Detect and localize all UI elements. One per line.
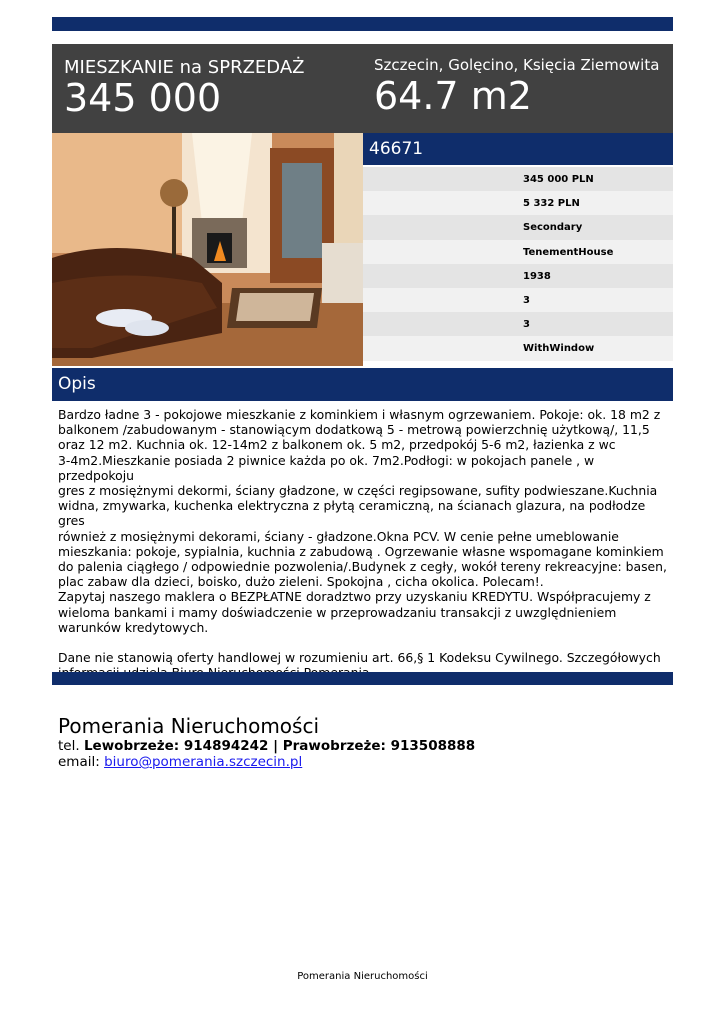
detail-value: TenementHouse: [523, 246, 614, 258]
detail-row: [363, 215, 673, 239]
detail-value: 345 000 PLN: [523, 174, 594, 185]
email-label: email:: [58, 754, 105, 770]
listing-header: [52, 44, 673, 133]
listing-area: 64.7 m2: [374, 74, 532, 118]
phone-line: [58, 738, 475, 754]
detail-row: [363, 288, 673, 312]
detail-value: 1938: [523, 270, 551, 282]
detail-row: [363, 240, 673, 264]
property-photo: [52, 133, 363, 366]
listing-id: 46671: [369, 139, 424, 159]
details-table: [363, 167, 673, 361]
phone-numbers: Lewobrzeże: 914894242 | Prawobrzeże: 913508888: [83, 738, 476, 754]
section-title: Opis: [58, 374, 96, 394]
detail-row: [363, 167, 673, 191]
listing-id-bar: [363, 133, 673, 165]
detail-value: WithWindow: [523, 343, 595, 355]
detail-value: 3: [523, 319, 530, 331]
listing-type: MIESZKANIE na SPRZEDAŻ: [64, 57, 305, 78]
detail-value: 3: [523, 294, 530, 306]
listing-price: 345 000: [64, 76, 222, 120]
company-name: Pomerania Nieruchomości: [58, 714, 320, 738]
email-line: [58, 754, 302, 770]
bottom-accent-bar: [52, 672, 673, 685]
detail-row: [363, 312, 673, 336]
footer-text: Pomerania Nieruchomości: [297, 971, 428, 982]
detail-row: [363, 191, 673, 215]
tel-label: tel.: [58, 738, 84, 754]
description-header: [52, 368, 673, 401]
detail-row: [363, 336, 673, 360]
description-text: Bardzo ładne 3 - pokojowe mieszkanie z kominkiem i własnym ogrzewaniem. Pokoje: ok. 18 m2 z balkonem /zabudowanym - stanowiącym dodatkową 5 - metrową powierzchnię użytkową/, 11,5 oraz 12 m2. Kuchnia ok. 12-14m2 z balkonem ok. 5 m2, przedpokój 5-6 m2, łazienka z wc 3-4m2.Mieszkanie posiada 2 piwnice każda po ok. 7m2.Podłogi: w pokojach panele , w przedpokoju gres z mosiężnymi dekormi, ściany gładzone, w części regipsowane, sufity podwieszane.Kuchnia widna, zmywarka, kuchenka elektryczna z płytą ceramiczną, na ścianach glazura, na podłodze gres również z mosiężnymi dekorami, ściany - gładzone.Okna PCV. W cenie pełne umeblowanie mieszkania: pokoje, sypialnia, kuchnia z zabudową . Ogrzewanie własne wspomagane kominkiem do palenia ciągłego / odpowiednie pozwolenia/.Budynek z cegły, wokół tereny rekreacyjne: basen, plac zabaw dla dzieci, boisko, dużo zieleni. Spokojna , cicha okolica. Polecam!. Zapytaj naszego maklera o BEZPŁATNE doradztwo przy uzyskaniu KREDYTU. Współpracujemy z wieloma bankami i mamy doświadczenie w przeprowadzaniu transakcji z uwzględnieniem warunków kredytowych. Dane nie stanowią oferty handlowej w rozumieniu art. 66,§ 1 Kodeksu Cywilnego. Szczegółowych: [58, 407, 667, 666]
top-accent-bar: [52, 17, 673, 31]
listing-location: Szczecin, Golęcino, Księcia Ziemowita: [374, 56, 660, 74]
detail-value: Secondary: [523, 222, 583, 234]
detail-value: 5 332 PLN: [523, 198, 580, 210]
email-link[interactable]: biuro@pomerania.szczecin.pl: [104, 754, 303, 770]
detail-row: [363, 264, 673, 288]
